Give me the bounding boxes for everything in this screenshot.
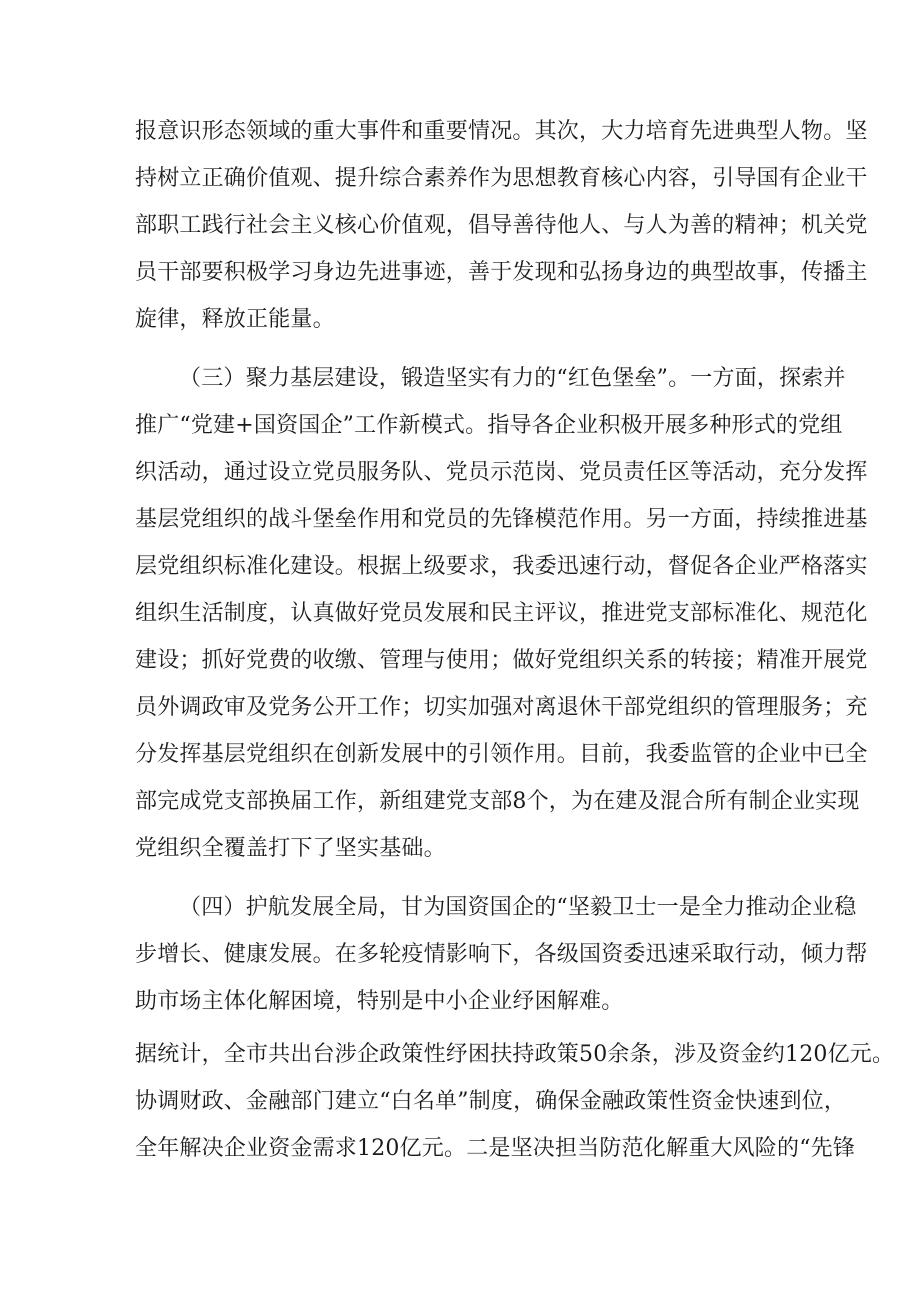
text-line: 协调财政、金融部门建立“白名单”制度，确保金融政策性资金快速到位， <box>135 1089 847 1114</box>
text-line: 报意识形态领域的重大事件和重要情况。其次，大力培育先进典型人物。坚 <box>135 119 868 144</box>
text-line: 员干部要积极学习身边先进事迹，善于发现和弘扬身边的典型故事，传播主 <box>135 260 868 285</box>
text-line: 步增长、健康发展。在多轮疫情影响下，各级国资委迅速采取行动，倾力帮 <box>135 942 868 967</box>
text-line: 分发挥基层党组织在创新发展中的引领作用。目前，我委监管的企业中已全 <box>135 742 868 767</box>
text-line: 旋律，释放正能量。 <box>135 307 335 332</box>
text-line: 据统计，全市共出台涉企政策性纾困扶持政策50余条，涉及资金约120亿元。 <box>135 1042 895 1067</box>
text-line: （三）聚力基层建设，锻造坚实有力的“红色堡垒”。一方面，探索并 <box>179 366 846 391</box>
text-line: 部完成党支部换届工作，新组建党支部8个，为在建及混合所有制企业实现 <box>135 789 860 814</box>
text-line: 基层党组织的战斗堡垒作用和党员的先锋模范作用。另一方面，持续推进基 <box>135 507 868 532</box>
paragraph-2 <box>135 355 868 872</box>
text-line: 建设；抓好党费的收缴、管理与使用；做好党组织关系的转接；精准开展党 <box>135 648 868 673</box>
text-line: （四）护航发展全局，甘为国资国企的“坚毅卫士一是全力推动企业稳 <box>179 895 857 920</box>
paragraph-3 <box>135 884 868 1025</box>
text-line: 党组织全覆盖打下了坚实基础。 <box>135 836 446 861</box>
text-line: 织活动，通过设立党员服务队、党员示范岗、党员责任区等活动，充分发挥 <box>135 460 868 485</box>
paragraph-1 <box>135 108 868 343</box>
document-body <box>135 108 895 1172</box>
text-line: 持树立正确价值观、提升综合素养作为思想教育核心内容，引导国有企业干 <box>135 166 868 191</box>
text-line: 全年解决企业资金需求120亿元。二是坚决担当防范化解重大风险的“先锋 <box>135 1136 856 1161</box>
paragraph-gap <box>135 872 795 884</box>
text-line: 层党组织标准化建设。根据上级要求，我委迅速行动，督促各企业严格落实 <box>135 554 868 579</box>
paragraph-gap <box>135 343 795 355</box>
text-line: 推广“党建+国资国企”工作新模式。指导各企业积极开展多种形式的党组 <box>135 413 843 438</box>
paragraph-4 <box>135 1031 895 1172</box>
text-line: 组织生活制度，认真做好党员发展和民主评议，推进党支部标准化、规范化 <box>135 601 868 626</box>
text-line: 部职工践行社会主义核心价值观，倡导善待他人、与人为善的精神；机关党 <box>135 213 868 238</box>
text-line: 助市场主体化解困境，特别是中小企业纾困解难。 <box>135 989 624 1014</box>
text-line: 员外调政审及党务公开工作；切实加强对离退休干部党组织的管理服务；充 <box>135 695 868 720</box>
